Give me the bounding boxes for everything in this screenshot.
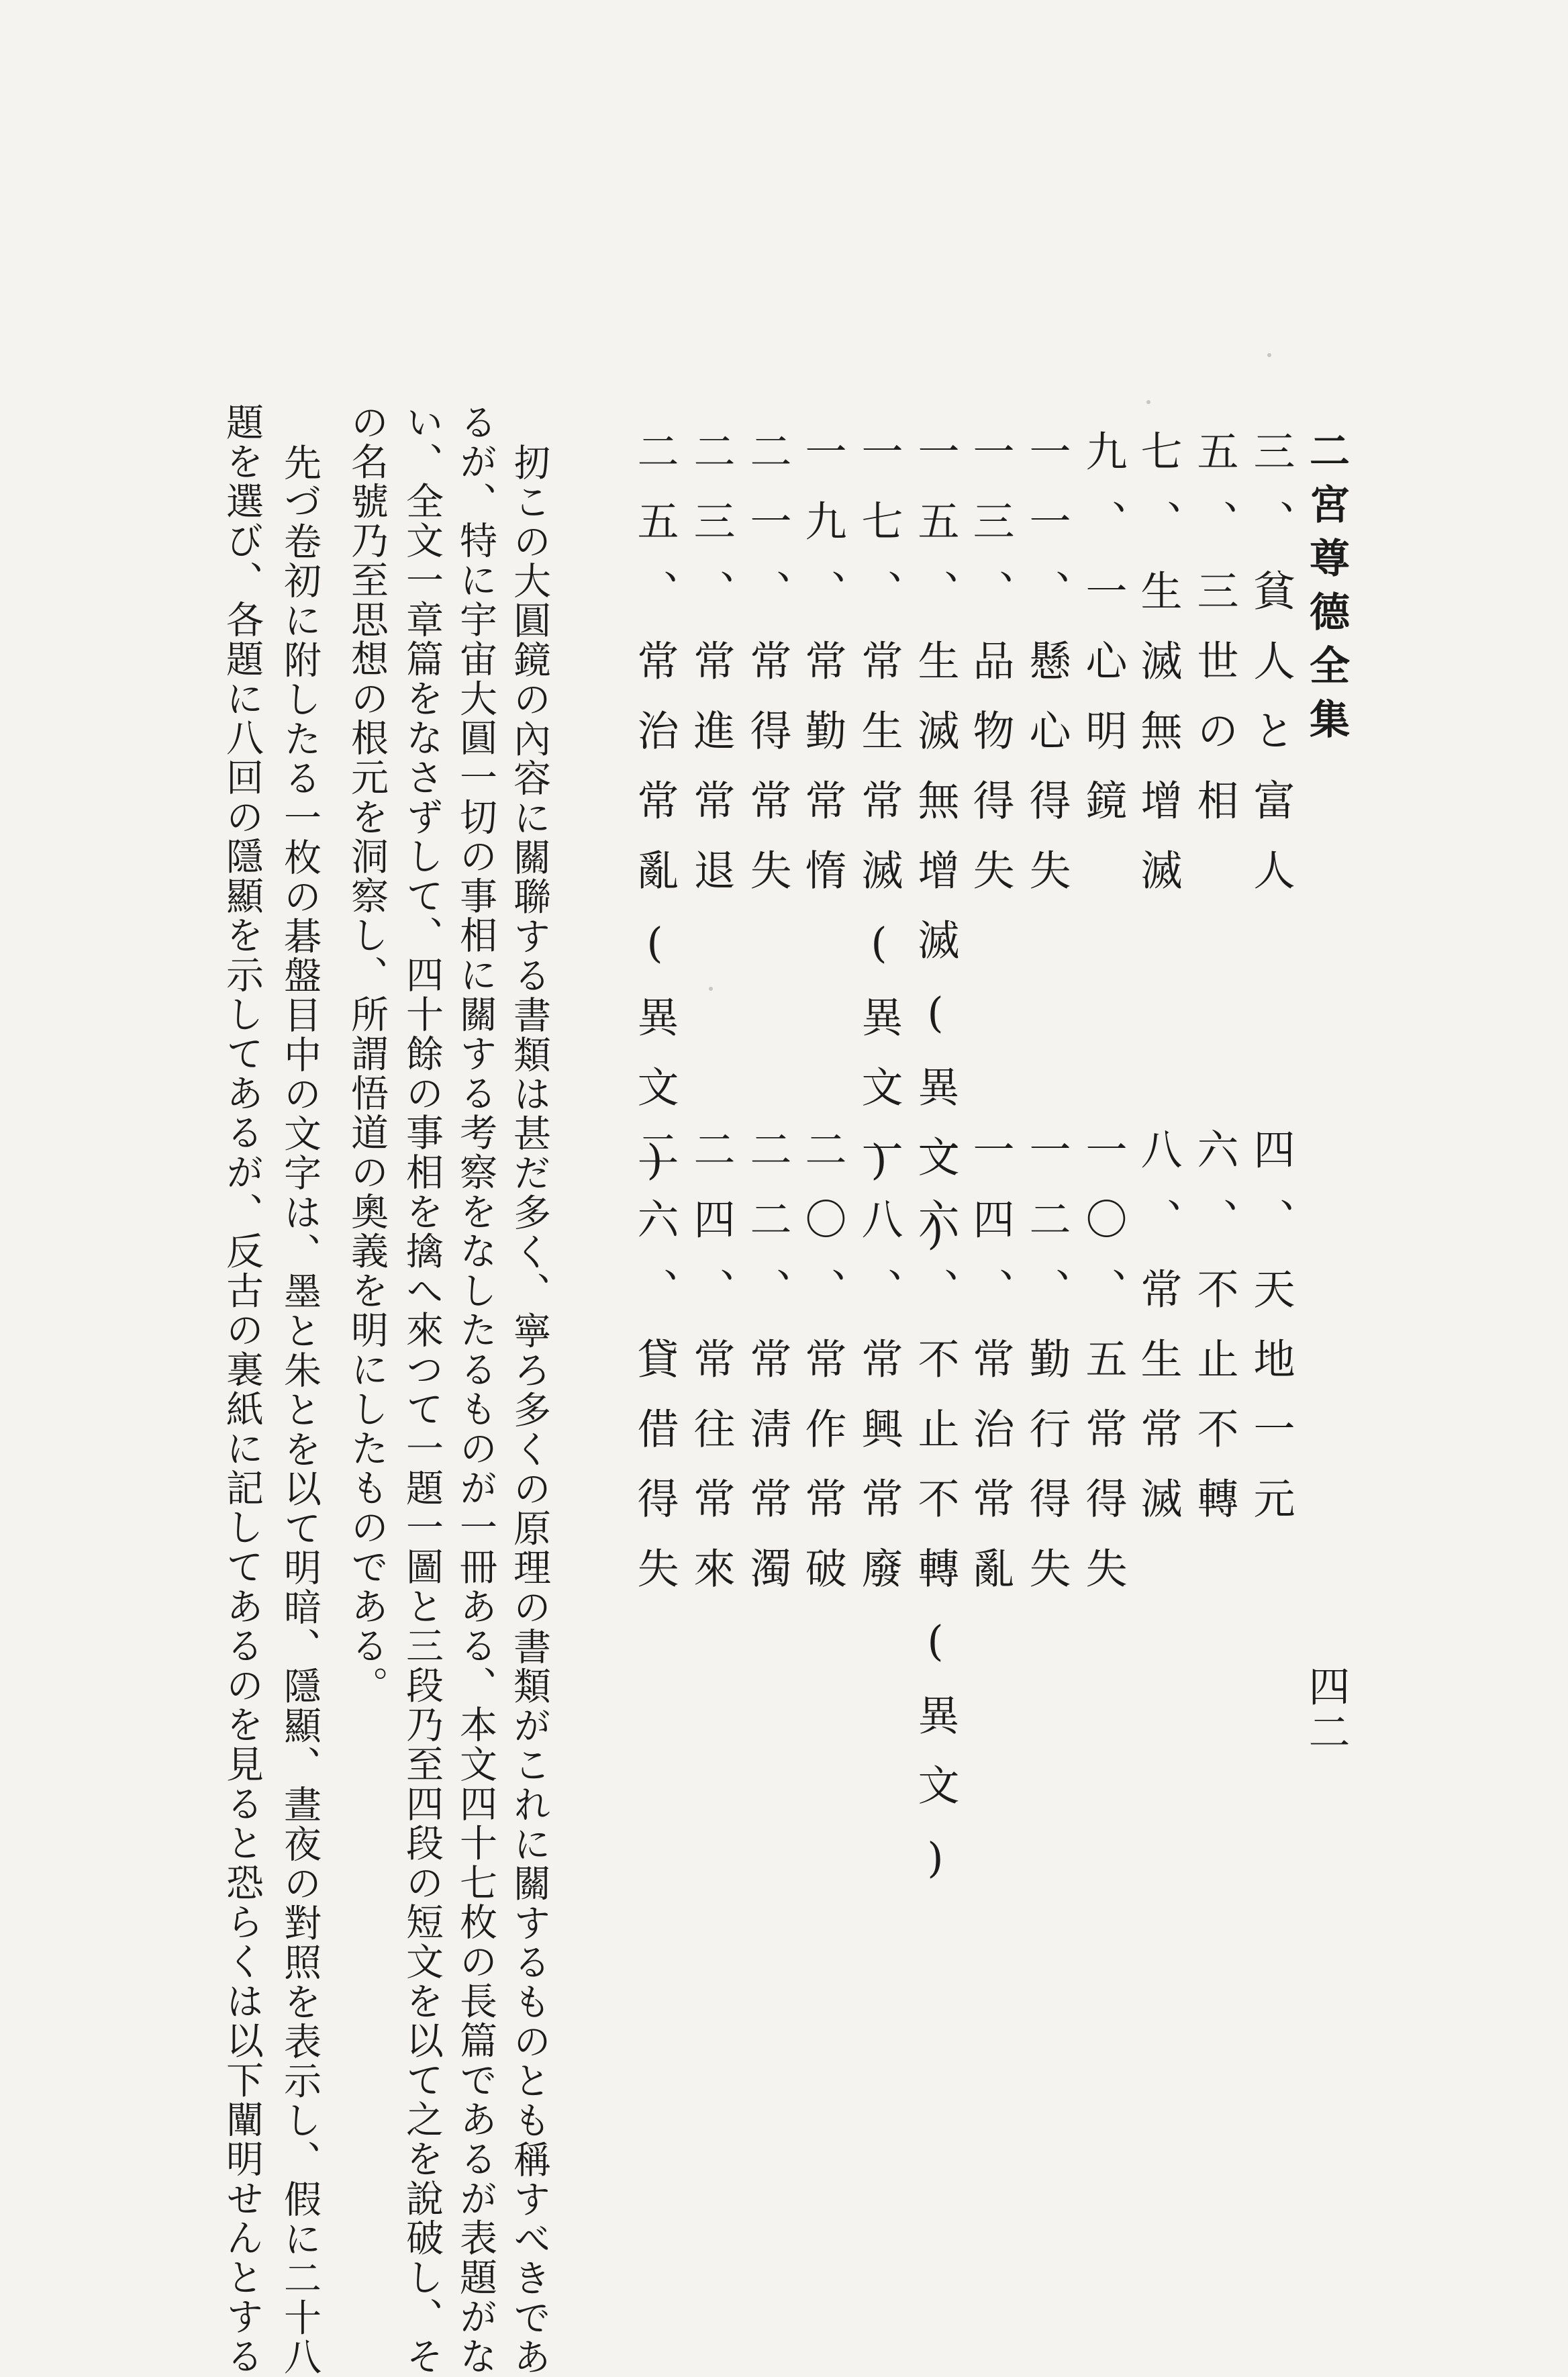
page-number: 四二	[1302, 1665, 1351, 1756]
list-item: 一六、不止不轉(異文)	[911, 1128, 960, 1910]
list-item: 六、不止不轉	[1190, 1128, 1239, 1547]
list-item: 四、天地一元	[1246, 1128, 1295, 1547]
paragraph-line: い、全文一章篇をなさずして、四十餘の事相を擒へ來つて一題一圖と三段乃至四段の短文を以て之を說破し、そ	[400, 403, 444, 2376]
list-item: 二一、常得常失	[743, 430, 792, 918]
page-speck	[1146, 400, 1150, 404]
list-item: 二二、常淸常濁	[743, 1128, 792, 1616]
page-speck	[709, 987, 713, 991]
list-item: 二五、常治常亂(異文)	[630, 430, 679, 1212]
list-item: 八、常生常滅	[1134, 1128, 1183, 1547]
list-item: 二四、常往常來	[687, 1128, 736, 1616]
paragraph-line: るが、特に宇宙大圓一切の事相に關する考察をなしたるものが一冊ある、本文四十七枚の長篇であるが表題がな	[454, 403, 497, 2376]
list-item: 一七、常生常滅(異文)	[854, 430, 903, 1212]
list-item: 七、生滅無增滅	[1134, 430, 1183, 918]
list-item: 一三、品物得失	[966, 430, 1015, 918]
list-item: 九、一心明鏡	[1079, 430, 1128, 848]
paragraph-line: 扨この大圓鏡の內容に關聯する書類は甚だ多く、寧ろ多くの原理の書類がこれに關するものとも稱すべきであ	[507, 443, 551, 2377]
list-item: 一九、常勤常惰	[798, 430, 847, 918]
list-item: 一八、常興常廢	[854, 1128, 903, 1616]
paragraph-line: 題を選び、各題に八回の隱顯を示してあるが、反古の裏紙に記してあるのを見ると恐らくは以下闡明せんとする	[220, 403, 264, 2376]
list-item: 一一、懸心得失	[1022, 430, 1071, 918]
list-item: 三、貧人と富人	[1246, 430, 1295, 918]
list-item: 五、三世の相	[1190, 430, 1239, 848]
paragraph-line: 先づ卷初に附したる一枚の碁盤目中の文字は、墨と朱とを以て明暗、隱顯、晝夜の對照を表示し、假に二十八	[278, 443, 322, 2377]
list-item: 一二、勤行得失	[1022, 1128, 1071, 1616]
list-item: 二六、貸借得失	[630, 1128, 679, 1616]
list-item: 一四、常治常亂	[966, 1128, 1015, 1616]
list-item: 二三、常進常退	[687, 430, 736, 918]
list-item: 一〇、五常得失	[1079, 1128, 1128, 1616]
list-item: 一五、生滅無增滅(異文)	[911, 430, 960, 1282]
running-title: 二宮尊德全集	[1303, 430, 1350, 752]
paragraph-line: の名號乃至思想の根元を洞察し、所謂悟道の奧義を明にしたものである。	[345, 403, 389, 1706]
page-speck	[1267, 353, 1271, 357]
list-item: 二〇、常作常破	[798, 1128, 847, 1616]
